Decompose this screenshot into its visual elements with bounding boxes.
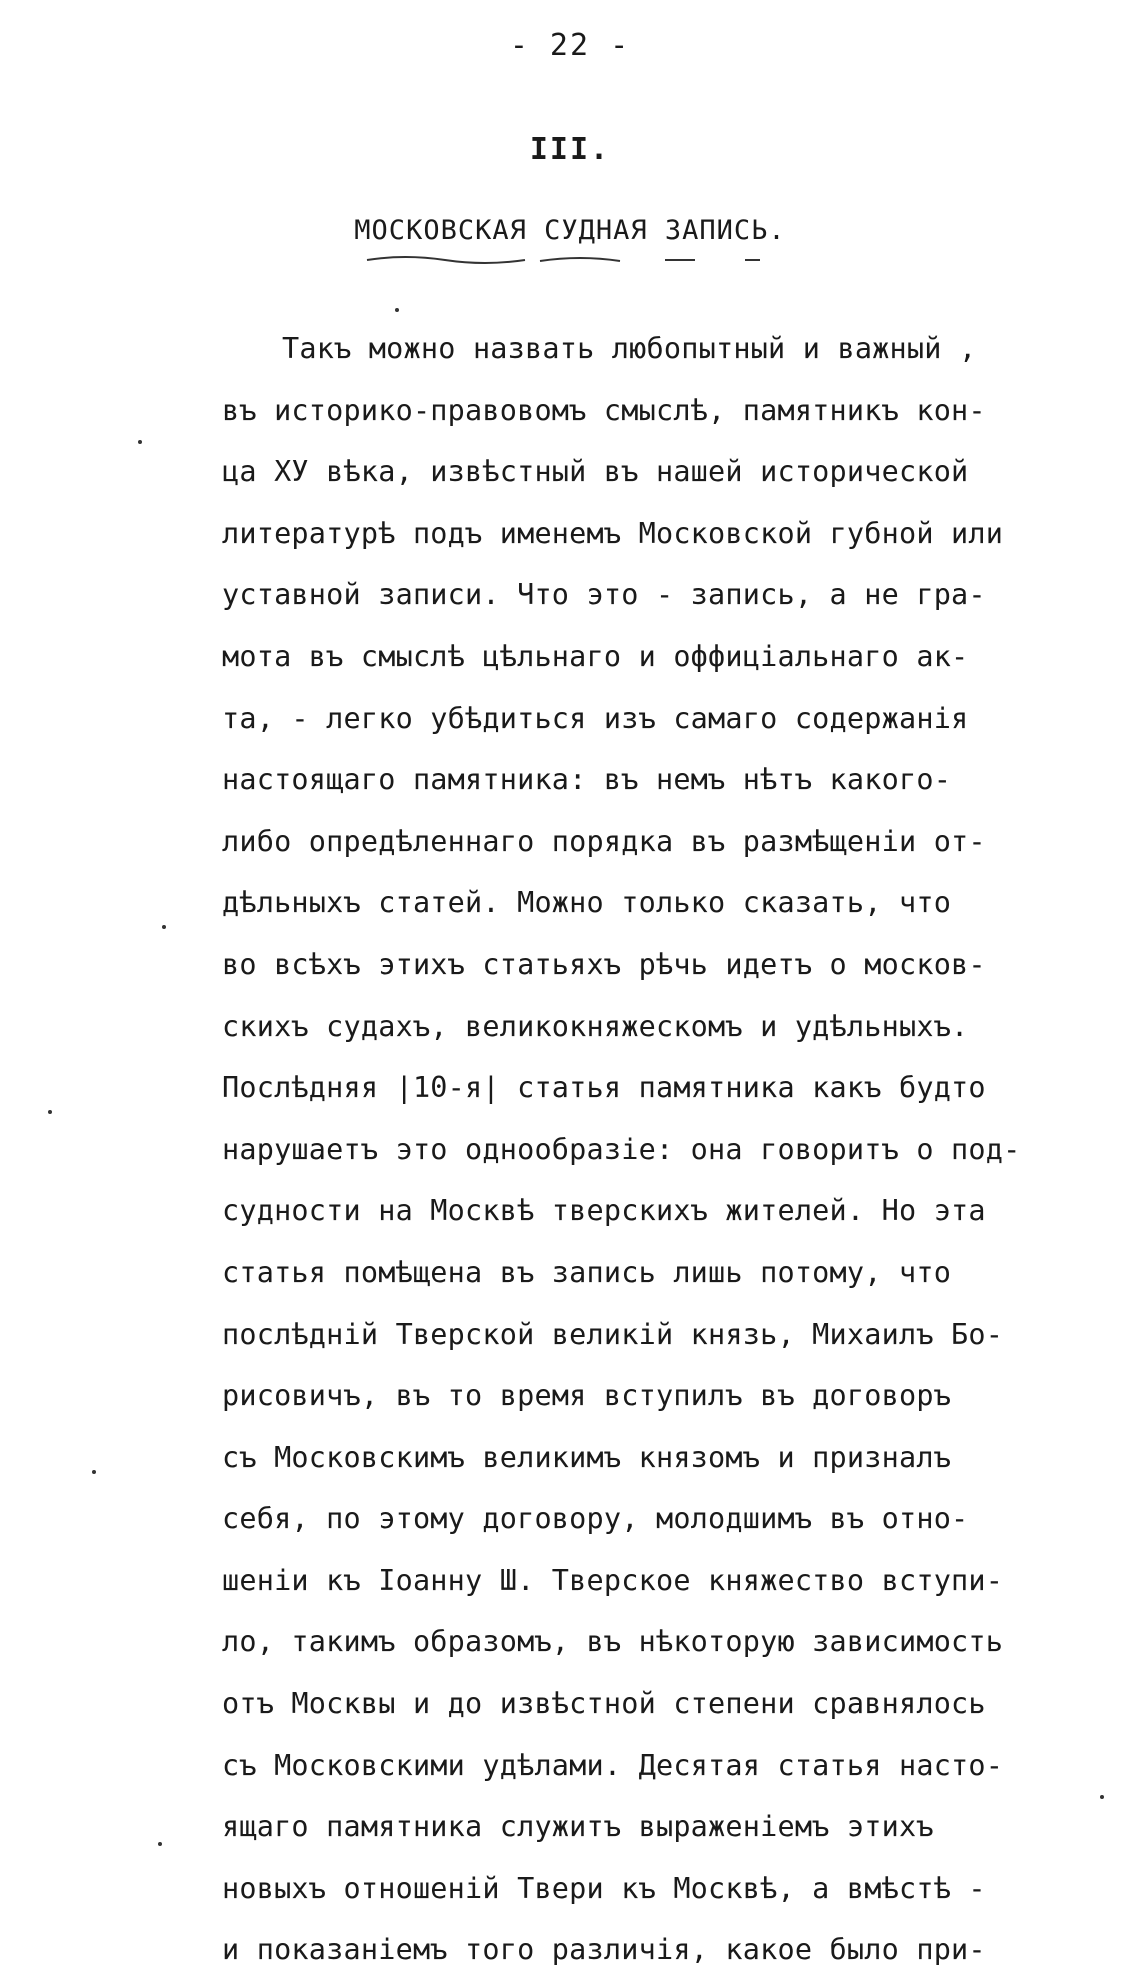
- body-paragraph: [222, 318, 1122, 1981]
- page-number: - 22 -: [509, 28, 631, 63]
- text-line: нарушаетъ это однообразіе: она говоритъ о под-: [222, 1132, 1021, 1166]
- text-line: и показаніемъ того различія, какое было при-: [222, 1933, 986, 1967]
- section-number: III.: [529, 132, 611, 167]
- text-line: рисовичъ, въ то время вступилъ въ договоръ: [222, 1379, 952, 1413]
- text-line: Такъ можно назвать любопытный и важный ,: [282, 332, 977, 365]
- margin-mark: [158, 1842, 162, 1846]
- text-line: либо опредѣленнаго порядка въ размѣщеніи от-: [222, 824, 986, 858]
- title-handwritten-underline: [365, 252, 845, 266]
- text-line: съ Московскими удѣлами. Десятая статья насто-: [222, 1748, 1004, 1782]
- margin-mark: [138, 440, 142, 444]
- text-line: отъ Москвы и до извѣстной степени сравнялось: [222, 1687, 986, 1721]
- text-line: судности на Москвѣ тверскихъ жителей. Но эта: [222, 1194, 986, 1228]
- margin-mark: [48, 1110, 52, 1114]
- text-line: уставной записи. Что это - запись, а не гра-: [222, 578, 986, 612]
- text-line: дѣльныхъ статей. Можно только сказать, что: [222, 886, 952, 920]
- text-line: во всѣхъ этихъ статьяхъ рѣчь идетъ о москов-: [222, 947, 986, 981]
- text-line: новыхъ отношеній Твери къ Москвѣ, а вмѣстѣ -: [222, 1871, 986, 1905]
- text-line: литературѣ подъ именемъ Московской губной или: [222, 516, 1004, 550]
- text-line: мота въ смыслѣ цѣльнаго и оффиціальнаго ак-: [222, 639, 969, 673]
- text-line: ца ХУ вѣка, извѣстный въ нашей исторической: [222, 455, 969, 489]
- text-line: скихъ судахъ, великокняжескомъ и удѣльныхъ.: [222, 1009, 969, 1043]
- text-line: съ Московскимъ великимъ князомъ и призналъ: [222, 1440, 952, 1474]
- text-line: настоящаго памятника: въ немъ нѣтъ какого-: [222, 763, 952, 797]
- margin-mark: [1100, 1795, 1104, 1799]
- section-title: МОСКОВСКАЯ СУДНАЯ ЗАПИСЬ.: [354, 215, 786, 246]
- margin-mark: [92, 1470, 96, 1474]
- margin-mark: [162, 925, 166, 929]
- margin-mark: [395, 308, 399, 312]
- text-line: статья помѣщена въ запись лишь потому, что: [222, 1255, 952, 1289]
- text-line: ящаго памятника служитъ выраженіемъ этихъ: [222, 1810, 934, 1844]
- text-line: Послѣдняя |10-я| статья памятника какъ будто: [222, 1071, 986, 1105]
- text-line: та, - легко убѣдиться изъ самаго содержанія: [222, 701, 969, 735]
- text-line: ло, такимъ образомъ, въ нѣкоторую зависимость: [222, 1625, 1004, 1659]
- text-line: въ историко-правовомъ смыслѣ, памятникъ кон-: [222, 393, 986, 427]
- text-line: себя, по этому договору, молодшимъ въ отно-: [222, 1502, 969, 1536]
- text-line: послѣдній Тверской великій князь, Михаилъ Бо-: [222, 1317, 1004, 1351]
- text-line: шеніи къ Іоанну Ш. Тверское княжество вступи-: [222, 1563, 1004, 1597]
